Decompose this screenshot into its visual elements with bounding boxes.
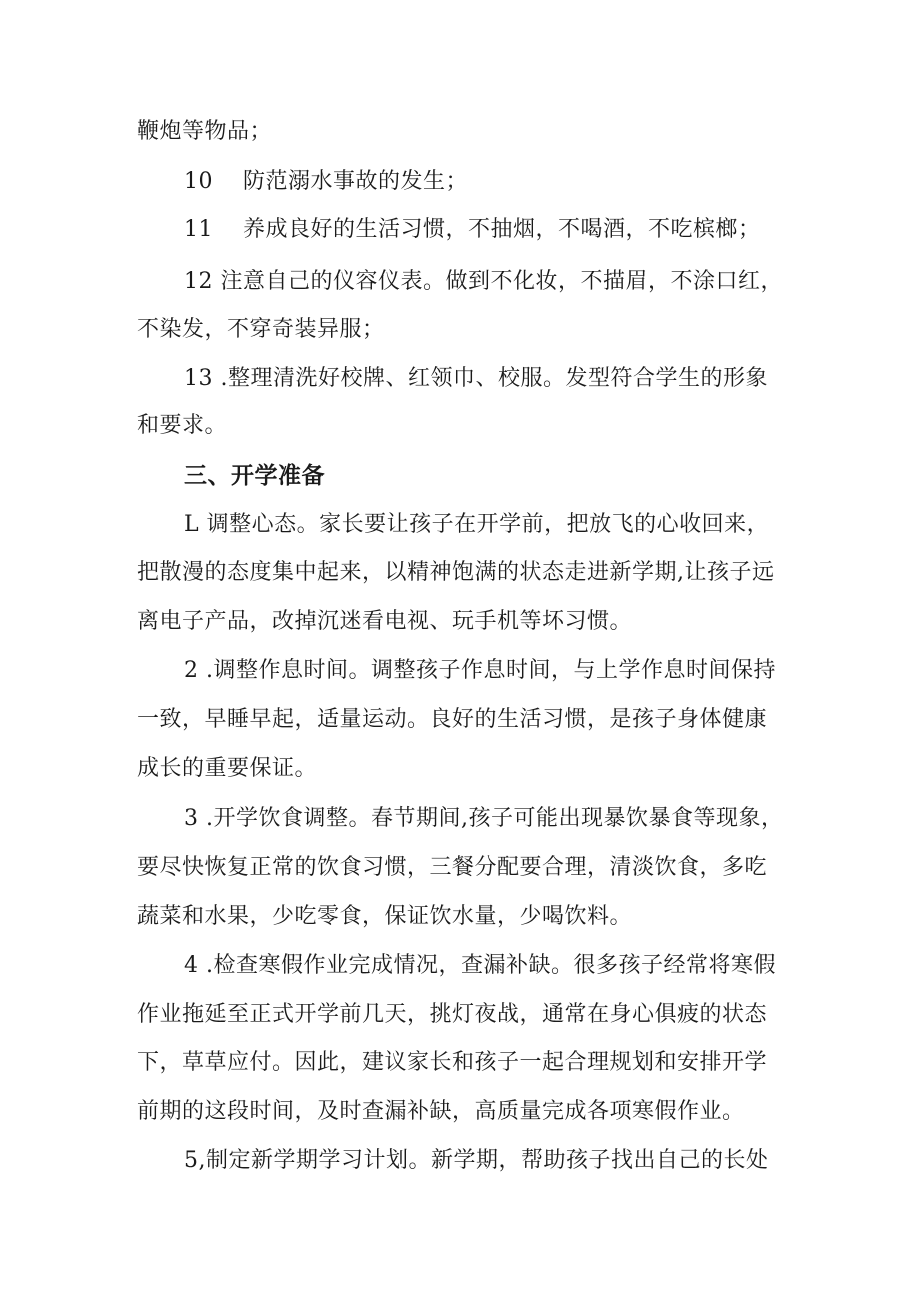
text-line: 不染发，不穿奇装异服； [137,317,385,342]
paragraph-2-line: 成长的重要保证。 [137,756,318,781]
paragraph-4-line: 下，草草应付。因此，建议家长和孩子一起合理规划和安排开学 [137,1050,768,1075]
paragraph-5-line: 5,制定新学期学习计划。新学期，帮助孩子找出自己的长处 [184,1148,769,1173]
text-line: 和要求。 [137,413,228,438]
section-heading: 三、开学准备 [184,463,325,489]
list-item-13: 13 .整理清洗好校牌、红领巾、校服。发型符合学生的形象 [184,366,768,391]
text-line: 鞭炮等物品； [137,119,273,144]
paragraph-4-line: 前期的这段时间，及时查漏补缺，高质量完成各项寒假作业。 [137,1099,745,1124]
paragraph-2-line: 一致，早睡早起，适量运动。良好的生活习惯，是孩子身体健康 [137,707,768,732]
paragraph-1-line: L 调整心态。家长要让孩子在开学前，把放飞的心收回来， [184,512,770,537]
paragraph-1-line: 离电子产品，改掉沉迷看电视、玩手机等坏习惯。 [137,609,633,634]
paragraph-1-line: 把散漫的态度集中起来，以精神饱满的状态走进新学期,让孩子远 [137,560,775,585]
paragraph-4-line: 4 .检查寒假作业完成情况，查漏补缺。很多孩子经常将寒假 [184,953,776,978]
list-item-10: 10 防范溺水事故的发生； [184,169,468,194]
paragraph-3-line: 3 .开学饮食调整。春节期间,孩子可能出现暴饮暴食等现象， [184,806,784,831]
list-item-11: 11 养成良好的生活习惯，不抽烟，不喝酒，不吃槟榔； [184,217,761,242]
paragraph-3-line: 要尽快恢复正常的饮食习惯，三餐分配要合理，清淡饮食，多吃 [137,855,768,880]
list-item-12: 12 注意自己的仪容仪表。做到不化妆，不描眉，不涂口红， [184,269,783,294]
paragraph-3-line: 蔬菜和水果，少吃零食，保证饮水量，少喝饮料。 [137,904,633,929]
paragraph-4-line: 作业拖延至正式开学前几天，挑灯夜战，通常在身心俱疲的状态 [137,1002,768,1027]
paragraph-2-line: 2 .调整作息时间。调整孩子作息时间，与上学作息时间保持 [184,658,776,683]
